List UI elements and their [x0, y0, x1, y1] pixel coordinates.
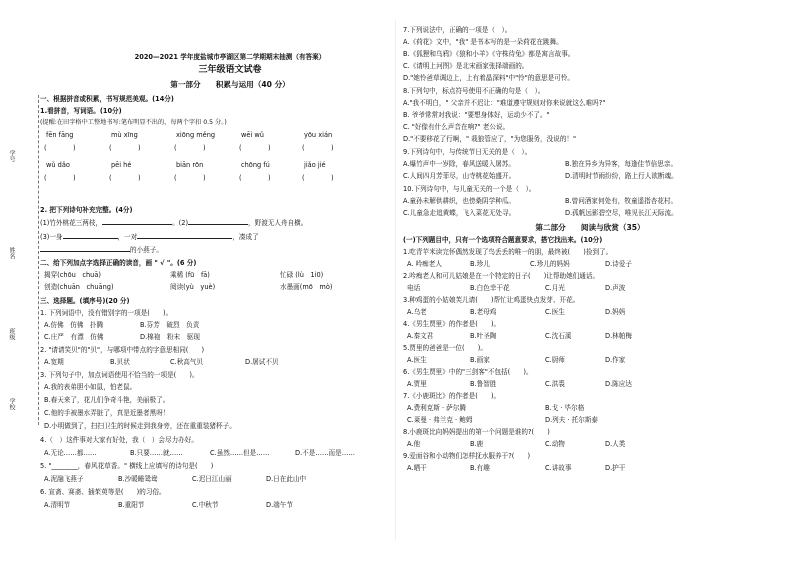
- choice-question: 1.吃青苹米读完怀偶然发现了鸟丢丢的唯一的朋，最终被( )捡到了。: [403, 248, 613, 256]
- answer-box[interactable]: ( ): [239, 144, 271, 152]
- choice-option[interactable]: A.泥融飞燕子: [44, 475, 84, 483]
- margin-label-class: 班级: [8, 328, 15, 340]
- section1-title: 一、根据拼音或积累，书写规范美观。(14分): [40, 95, 174, 103]
- choice-option[interactable]: B.鲁智胜: [470, 380, 497, 388]
- choice-option[interactable]: A.清明节: [44, 501, 71, 509]
- choice-question: 5.贾里的爸爸是一位( )。: [403, 344, 487, 352]
- choice-option[interactable]: A.《荷花》文中，"我" 是书本写的是一朵荷花在跳舞。: [403, 38, 563, 46]
- pinyin-10: jiǎo jié: [304, 161, 326, 169]
- choice-option[interactable]: D.端午节: [266, 501, 293, 509]
- choice-option[interactable]: C.厨师: [545, 356, 565, 364]
- choice-option[interactable]: B.贝状: [110, 358, 130, 366]
- choice-question: 8.小鹿斑比向妈妈提出的第一个问题是谁的?( ): [403, 428, 550, 436]
- part2-title: 第二部分 阅读与欣赏（35）: [535, 223, 645, 232]
- fill-blank[interactable]: [40, 251, 130, 252]
- choice-option[interactable]: C.月光: [545, 284, 565, 292]
- choice-option[interactable]: A.仿佛 仿佛 扑腾: [44, 321, 104, 329]
- reading-item[interactable]: 阅读(yù yuè): [170, 283, 216, 291]
- choice-option[interactable]: B.白色幸干花: [470, 284, 510, 292]
- poem-text: ，凑成了: [232, 233, 259, 241]
- choice-option[interactable]: B.只要……就……: [130, 449, 183, 457]
- choice-option[interactable]: A."我不明白，" 父亲并不迟让："难道遵守规则对你来说就这么难吗?": [403, 99, 606, 107]
- reading-section-title: (一)下列题目中，只有一个选项符合题意要求，搭它找出来。(10分): [403, 236, 603, 244]
- choice-option[interactable]: C.莱曼 · 弗兰克 · 鲍姆: [407, 416, 473, 424]
- choice-question: 8.下列句中，标点符号使用不正确的句是（ ）。: [403, 87, 545, 95]
- pinyin-3: xiōng měng: [176, 131, 216, 139]
- answer-box[interactable]: ( ): [302, 174, 334, 182]
- choice-question: 4.（ ）这件事对大家有好处，我（ ）会尽力办好。: [40, 436, 198, 444]
- choice-option[interactable]: D.妈妈: [605, 308, 626, 316]
- choice-option[interactable]: A.爆竹声中一岁除，春风送暖入屠苏。: [403, 160, 515, 168]
- poem-text: 的小燕子。: [130, 246, 163, 254]
- choice-question: 1. 下列词语中，没有错别字的一项是( )。: [40, 309, 173, 317]
- answer-box[interactable]: ( ): [174, 174, 206, 182]
- choice-option[interactable]: A.宽期: [44, 358, 64, 366]
- pinyin-7: pēi hé: [111, 161, 132, 169]
- choice-option[interactable]: C.医生: [545, 308, 565, 316]
- question1-note: (提醒:在田字格中工整地书写:笔布明显不出的，每两个字扣 0.5 分。): [40, 119, 227, 126]
- choice-option[interactable]: D.护干: [605, 464, 626, 472]
- choice-question: 7.《小鹿斑比》的作者是( )。: [403, 392, 501, 400]
- fill-blank[interactable]: [102, 224, 172, 225]
- choice-option[interactable]: A.秦文君: [407, 332, 434, 340]
- choice-option[interactable]: C.虽然……但是……: [210, 449, 270, 457]
- choice-question: 2. "请请笑贝"的"贝"，与哪项中带点的字意思相同( ): [40, 346, 205, 354]
- section3-title: 三、选择题。(填序号)(20 分): [40, 297, 130, 305]
- pinyin-6: wǔ dǎo: [46, 161, 70, 169]
- choice-option[interactable]: D.屠试不贝: [245, 358, 279, 366]
- choice-question: 6.《男生贾里》中的"三剑客"不包括( )。: [403, 368, 533, 376]
- choice-option[interactable]: B.戈 · 毕尔格: [545, 404, 585, 412]
- choice-option[interactable]: D.林帕梅: [605, 332, 632, 340]
- choice-option[interactable]: A.我的表弟胆小如鼠，怕老鼠。: [44, 383, 137, 391]
- choice-option[interactable]: A.他: [407, 440, 421, 448]
- choice-option[interactable]: C.迟日江山丽: [192, 475, 232, 483]
- choice-option[interactable]: C.沈石溪: [545, 332, 572, 340]
- choice-option[interactable]: D.孤帆远影碧空尽，唯见长江天际流。: [565, 209, 678, 217]
- column-divider: [395, 20, 396, 540]
- pinyin-5: yōu xián: [304, 131, 333, 139]
- choice-option[interactable]: 电话: [407, 284, 421, 292]
- choice-option[interactable]: D.作家: [605, 356, 626, 364]
- fill-blank[interactable]: [188, 224, 248, 225]
- choice-question: 4.《男生贾里》的作者是( )。: [403, 320, 501, 328]
- choice-option[interactable]: C.中秋节: [192, 501, 219, 509]
- answer-box[interactable]: ( ): [239, 174, 271, 182]
- poem-line-1: [40, 219, 307, 227]
- choice-option[interactable]: B.独在异乡为异客，每逢佳节倍思亲。: [565, 160, 678, 168]
- choice-option[interactable]: A.费利克斯 · 萨尔腾: [407, 404, 466, 412]
- choice-option[interactable]: D.人类: [605, 440, 626, 448]
- choice-option[interactable]: A.医生: [407, 356, 427, 364]
- reading-item[interactable]: 水墨画(mō mò): [280, 283, 333, 291]
- choice-option[interactable]: B.春天来了，花儿们争奇斗艳，美丽极了。: [44, 396, 170, 404]
- choice-question: 9.爱面谷和小动物们怎样抚水服养干?( ): [403, 452, 531, 460]
- binding-line: [38, 95, 39, 425]
- choice-option[interactable]: D.日在此山中: [266, 475, 307, 483]
- choice-option[interactable]: A. 吟痴老人: [407, 260, 442, 268]
- pinyin-8: biān rōn: [176, 161, 204, 169]
- choice-option[interactable]: B.《狐狸和乌鸦》《狼和小羊》《守株待兔》都是寓言故事。: [403, 50, 575, 58]
- choice-option[interactable]: B.曾问酒家何处有，牧童遥指杏花村。: [565, 197, 678, 205]
- answer-box[interactable]: ( ): [109, 144, 141, 152]
- choice-option[interactable]: B.重阳节: [118, 501, 145, 509]
- choice-option[interactable]: B.珍儿: [470, 260, 490, 268]
- choice-option[interactable]: B. 爷爷常常对我说："要想身体好，运动少不了。": [403, 111, 550, 119]
- exam-subtitle: 三年级语文试卷: [198, 65, 262, 75]
- poem-text: (1)竹外桃花三两枝，: [40, 219, 103, 227]
- pinyin-4: wēi wǔ: [241, 131, 264, 139]
- choice-option[interactable]: C.动物: [545, 440, 565, 448]
- choice-option[interactable]: C.庄严 有漂 仿佛: [44, 333, 104, 341]
- pinyin-9: chōng fú: [241, 161, 270, 169]
- exam-title: 2020—2021 学年度盐城市亭湖区第二学期期末抽测（有答案）: [134, 53, 326, 61]
- choice-option[interactable]: C.珍儿的妈妈: [530, 260, 570, 268]
- choice-question: 7.下列说法中，正确的一项是（ ）。: [403, 26, 512, 34]
- pinyin-2: mù xīng: [111, 131, 138, 139]
- answer-box[interactable]: ( ): [44, 144, 76, 152]
- choice-option[interactable]: C.讲故事: [545, 464, 572, 472]
- choice-question: 3. 下列句子中，加点词语使用不恰当的一项是( )。: [40, 371, 199, 379]
- choice-question: 9.下列诗句中，与传统节日无关的是（ ）。: [403, 148, 532, 156]
- choice-option[interactable]: B.鹿: [470, 440, 484, 448]
- margin-label-id: 学号: [8, 150, 15, 162]
- choice-option[interactable]: A.无论……都……: [44, 449, 97, 457]
- poem-line-3: [40, 246, 163, 254]
- fill-blank[interactable]: [137, 238, 232, 239]
- choice-option[interactable]: D."不要移花了行啊，" 栽狼管应了，"为您服务，没说的！": [403, 135, 577, 143]
- choice-option[interactable]: D.小明做到了，扫扫卫生的时候走到我身旁，还在重重装猪杯子。: [44, 422, 236, 430]
- poem-text: ，野渡无人舟自横。: [248, 219, 308, 227]
- poem-text: (3)一身: [40, 233, 63, 241]
- choice-option[interactable]: D.诗爱子: [605, 260, 632, 268]
- reading-item[interactable]: 揭穿(chōu chuā): [44, 271, 101, 279]
- question2-title: 2. 把下列诗句补充完整。(4分): [40, 206, 133, 214]
- reading-item[interactable]: 忙碌 (lù 1i0): [280, 271, 324, 279]
- choice-option[interactable]: A.童孙未解供耕织，也傍桑阴学种瓜。: [403, 197, 515, 205]
- poem-text: ，一对: [117, 233, 138, 241]
- section2-title: 二、给下列加点字选择正确的读音，画 " √ "。(6 分): [40, 259, 197, 267]
- choice-question: 10.下列诗句中，与儿童无关的一个是（ ）。: [403, 185, 536, 193]
- answer-box[interactable]: ( ): [44, 174, 76, 182]
- choice-option[interactable]: B.叶圣陶: [470, 332, 497, 340]
- choice-option[interactable]: A.乌老: [407, 308, 427, 316]
- choice-option[interactable]: D.声波: [605, 284, 626, 292]
- question1-title: 1.看拼音，写词语。(10分): [40, 107, 122, 115]
- choice-question: 2.吟痴老人和可儿姑娘是在一个特定的日子( )让帮助她们通话。: [403, 272, 600, 280]
- choice-option[interactable]: C.《请明上河图》是北宋画家张择端画的。: [403, 62, 529, 70]
- reading-item[interactable]: 乘稀 (fū fā): [170, 271, 210, 279]
- choice-option[interactable]: C.洪裘: [545, 380, 565, 388]
- choice-option[interactable]: A.晒干: [407, 464, 427, 472]
- answer-box[interactable]: ( ): [302, 144, 334, 152]
- choice-option[interactable]: D.清明时节雨纷纷，路上行人欲断魂。: [565, 172, 678, 180]
- part1-title: 第一部分 积累与运用（40 分）: [170, 80, 290, 89]
- choice-option[interactable]: B.画家: [470, 356, 490, 364]
- answer-box[interactable]: ( ): [109, 174, 141, 182]
- margin-label-name: 姓名: [8, 247, 15, 259]
- choice-option[interactable]: B.老母鸡: [470, 308, 497, 316]
- poem-text: 。(2): [172, 219, 189, 227]
- choice-option[interactable]: C.他的手被墨水弄脏了，真是近墨者黑呀！: [44, 409, 170, 417]
- choice-option[interactable]: A.贾里: [407, 380, 427, 388]
- reading-item[interactable]: 创造(chuān chuāng): [44, 283, 114, 291]
- fill-blank[interactable]: [63, 238, 118, 239]
- choice-option[interactable]: D.陈应达: [605, 380, 632, 388]
- choice-question: 6. 宣斋、赛斋、插茱萸等是( )的习俗。: [40, 488, 166, 496]
- pinyin-1: fēn fāng: [46, 131, 74, 139]
- choice-option[interactable]: D.列夫 · 托尔斯泰: [545, 416, 599, 424]
- choice-option[interactable]: B.沙暖睡鸳鸯: [118, 475, 158, 483]
- choice-option[interactable]: C.秋高气贝: [170, 358, 204, 366]
- margin-label-school: 学校: [8, 398, 15, 410]
- choice-option[interactable]: C.人间四月芳菲尽，山寺桃花始盛开。: [403, 172, 516, 180]
- choice-option[interactable]: B.有趣: [470, 464, 490, 472]
- choice-option[interactable]: C. "好像有什么声音在响?" 老公说。: [403, 123, 510, 131]
- choice-option[interactable]: D.不是……而是……: [295, 449, 355, 457]
- choice-option[interactable]: B.芬芳 破烈 负责: [140, 321, 200, 329]
- choice-option[interactable]: D.棉袍 粉末 驱现: [140, 333, 200, 341]
- choice-option[interactable]: C.儿童急走追黄蝶，飞入菜花无处寻。: [403, 209, 516, 217]
- choice-option[interactable]: D."她怜爸草调边上，上有着晶深料"中"怜"的意思是可怜。: [403, 74, 574, 82]
- poem-line-2: [40, 233, 259, 241]
- choice-question: 3.种鸡蛋的小姑娘芙儿请( )帮忙让鸡蛋快点发芽、开花。: [403, 296, 580, 304]
- answer-box[interactable]: ( ): [174, 144, 206, 152]
- choice-question: 5. "________，春风花草香。" 横线上应填写的诗句是( ): [40, 462, 214, 470]
